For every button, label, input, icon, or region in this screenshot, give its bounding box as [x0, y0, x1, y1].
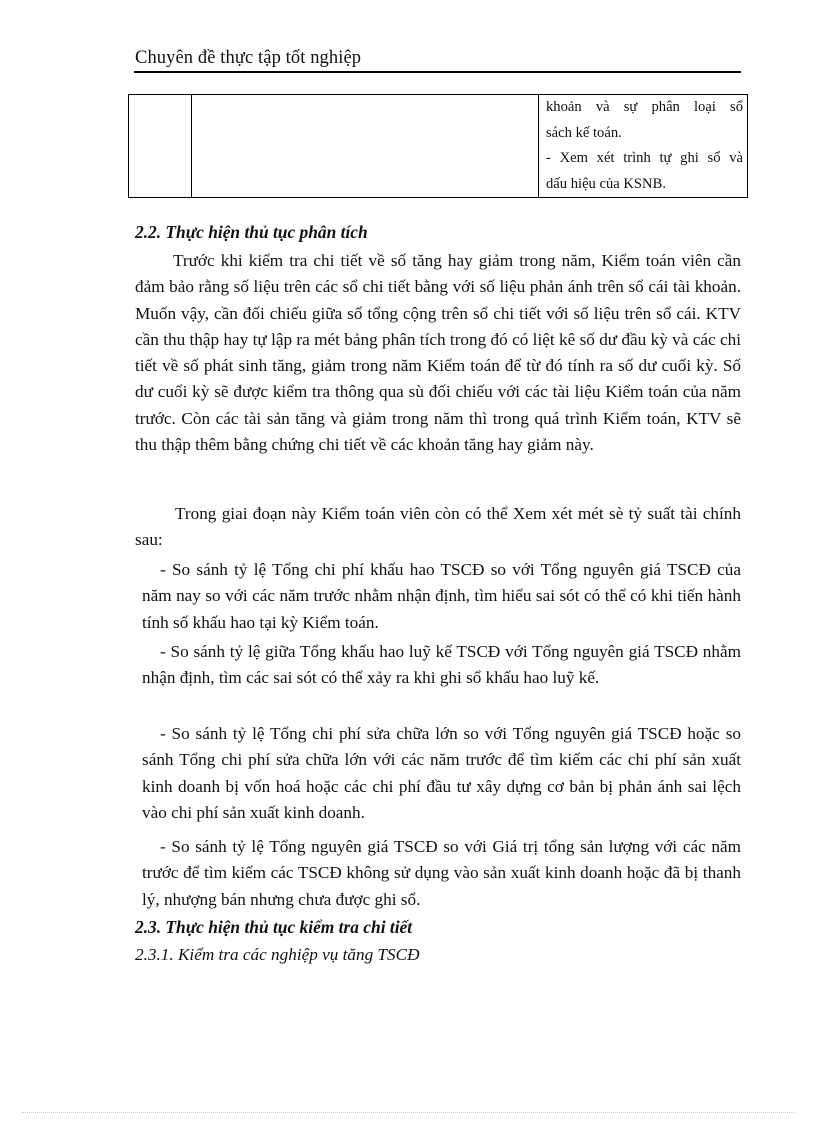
table-cell-notes [539, 95, 748, 198]
paragraph-ratios-intro: Trong giai đoạn này Kiểm toán viên còn có thể Xem xét mét sè tỷ suất tài chính sau: [135, 504, 741, 550]
subsection-heading-2-3-1: 2.3.1. Kiểm tra các nghiệp vụ tăng TSCĐ [135, 945, 420, 964]
section-heading-2-3: 2.3. Thực hiện thủ tục kiểm tra chi tiết [135, 917, 413, 937]
continued-table [128, 94, 748, 198]
header-title: Chuyên đề thực tập tốt nghiệp [135, 48, 362, 68]
paragraph-analysis-intro: Trước khi kiểm tra chi tiết về số tăng hay giảm trong năm, Kiểm toán viên cần đảm bảo rằng số liệu trên các sổ chi tiết bằng với số liệu phản ánh trên sổ cái tài khoản. Muốn vậy, cần đối chiếu giữa số tổng cộng trên sổ chi tiết với số liệu trên sổ cái. KTV cần thu thập hay tự lập ra mét bảng phân tích trong đó có liệt kê số dư đầu kỳ và các chi tiết về số phát sinh tăng, giảm trong năm Kiểm toán để từ đó tính ra số dư cuối kỳ. Số dư cuối kỳ sẽ được kiểm tra thông qua sù đối chiếu với các tài liệu Kiểm toán của năm trước. Còn các tài sản tăng và giảm trong năm thì trong quá trình Kiểm toán, KTV sẽ thu thập thêm bằng chứng chi tiết về các khoản tăng hay giảm này. [135, 251, 741, 455]
footer-dotted-line [22, 1112, 794, 1113]
bullet-ratio-1: - So sánh tỷ lệ Tổng chi phí khấu hao TSCĐ so với Tổng nguyên giá TSCĐ của năm nay so với các năm trước nhằm nhận định, tìm hiểu sai sót có thể có khi tiến hành tính số khấu hao tại kỳ Kiểm toán. [142, 560, 741, 632]
header-rule [134, 71, 741, 73]
bullet-ratio-3: - So sánh tỷ lệ Tổng chi phí sửa chữa lớn so với Tổng nguyên giá TSCĐ hoặc so sánh Tổng chi phí sửa chữa lớn với các năm trước để tìm kiếm các chi phí sản xuất kinh doanh bị vốn hoá hoặc các chi phí đầu tư xây dựng cơ bản bị phản ánh sai lệch vào chi phí sản xuất kinh doanh. [142, 724, 741, 822]
table-note-line: dấu hiệu của KSNB. [546, 175, 666, 192]
table-note-line: sách kế toán. [546, 124, 622, 141]
table-note-line: - Xem xét trình tự ghi sổ và [546, 150, 743, 166]
bullet-ratio-2: - So sánh tỷ lệ giữa Tổng khấu hao luỹ kế TSCĐ với Tổng nguyên giá TSCĐ nhằm nhận định, tìm các sai sót có thể xảy ra khi ghi sổ khấu hao luỹ kế. [142, 642, 741, 688]
section-heading-2-2: 2.2. Thực hiện thủ tục phân tích [135, 222, 368, 242]
bullet-ratio-4: - So sánh tỷ lệ Tổng nguyên giá TSCĐ so với Giá trị tổng sản lượng với các năm trước để tìm kiếm các TSCĐ không sử dụng vào sản xuất kinh doanh hoặc đã bị thanh lý, nhượng bán nhưng chưa được ghi sổ. [142, 837, 741, 909]
table-note-line: khoản và sự phân loại sổ [546, 99, 743, 115]
table-cell-stt [129, 95, 192, 198]
table-cell-procedure [192, 95, 539, 198]
